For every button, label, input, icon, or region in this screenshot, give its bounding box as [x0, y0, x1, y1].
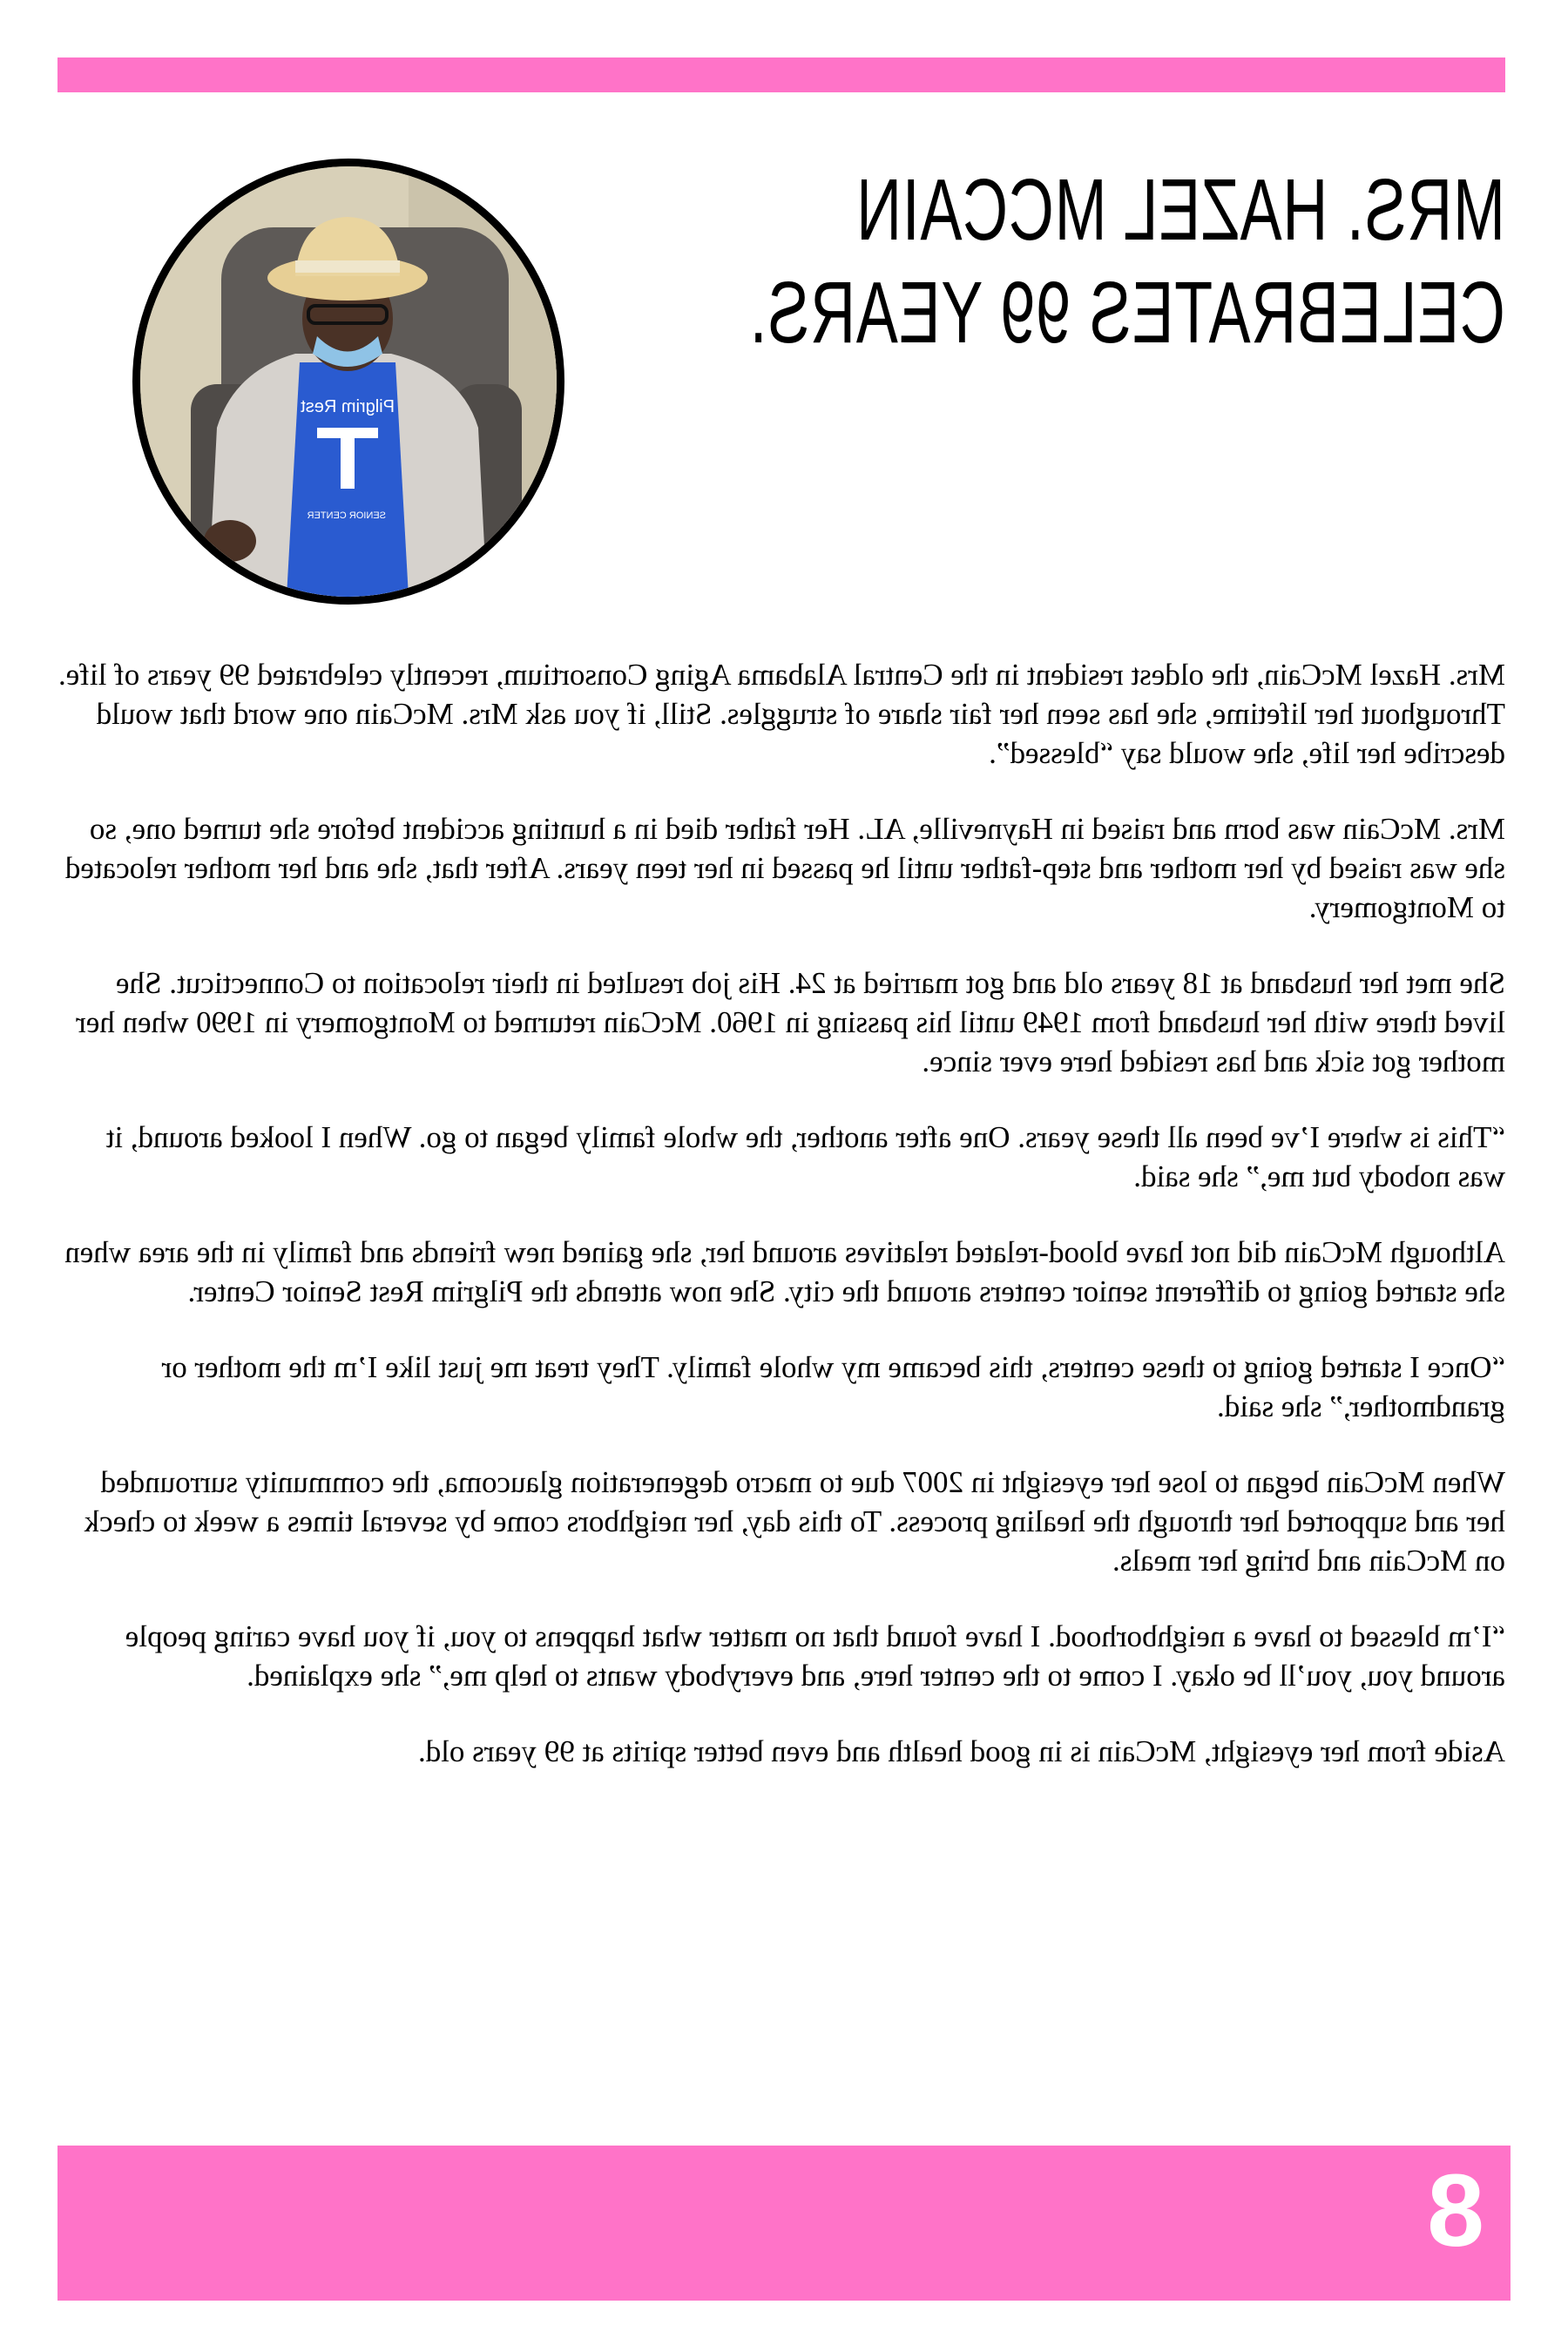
top-accent-bar: [57, 57, 1505, 92]
shirt-text: Pilgrim Rest: [301, 397, 395, 416]
article-paragraph: “I’m blessed to have a neighborhood. I have found that no matter what happens to you, if you have caring people around you, you’ll be okay. I come to the center here, and everybody wants to help me,” she explained.: [125, 1619, 1505, 1693]
title-line-1: MRS. HAZEL MCCAIN: [855, 161, 1505, 259]
article-paragraph: When McCain began to lose her eyesight in 2007 due to macro degeneration glaucoma, the community surrounded her and supported her through the healing process. To this day, her neighbors come by several times a week to check on McCain and bring her meals.: [84, 1465, 1505, 1578]
article-paragraph: “Once I started going to these centers, this became my whole family. They treat me just like I’m the mother or grandmother,” she said.: [161, 1350, 1505, 1423]
title-line-2: CELEBRATES 99 YEARS.: [748, 264, 1505, 362]
portrait-illustration: [140, 166, 557, 597]
page-number: 8: [1427, 2153, 1484, 2268]
article-title: [748, 159, 1505, 364]
article-paragraph: Mrs. McCain was born and raised in Hayneville, AL. Her father died in a hunting accident before she turned one, so she was raised by her mother and step-father until he passed in her teen years. After that, she and her mother relocated to Montgomery.: [64, 812, 1505, 924]
article-paragraph: Although McCain did not have blood-related relatives around her, she gained new friends and family in the area when she started going to different senior centers around the city. She now attends the Pilgrim Rest Senior Center.: [64, 1235, 1505, 1308]
article-paragraph: Aside from her eyesight, McCain is in good health and even better spirits at 99 years old.: [417, 1734, 1505, 1768]
article-paragraph: Mrs. Hazel McCain, the oldest resident in the Central Alabama Aging Consortium, recently celebrated 99 years of life. Throughout her lifetime, she has seen her fair share of struggles. Still, if you ask Mrs. McCain one word that would describe her life, she would say “blessed”.: [57, 658, 1505, 770]
footer-accent-bar: [57, 2146, 1511, 2301]
article-paragraph: “This is where I’ve been all these years. One after another, the whole family began to go. When I looked around, it was nobody but me,” she said.: [105, 1120, 1505, 1193]
article-paragraph: She met her husband at 18 years old and got married at 24. His job resulted in their relocation to Connecticut. She lived there with her husband from 1949 until his passing in 1960. McCain returned to Montgomery in 1990 when her mother got sick and has resided here ever since.: [76, 966, 1505, 1078]
article-body: [57, 655, 1505, 1808]
shirt-subtext: SENIOR CENTER: [307, 510, 386, 521]
portrait-photo: [132, 159, 564, 605]
